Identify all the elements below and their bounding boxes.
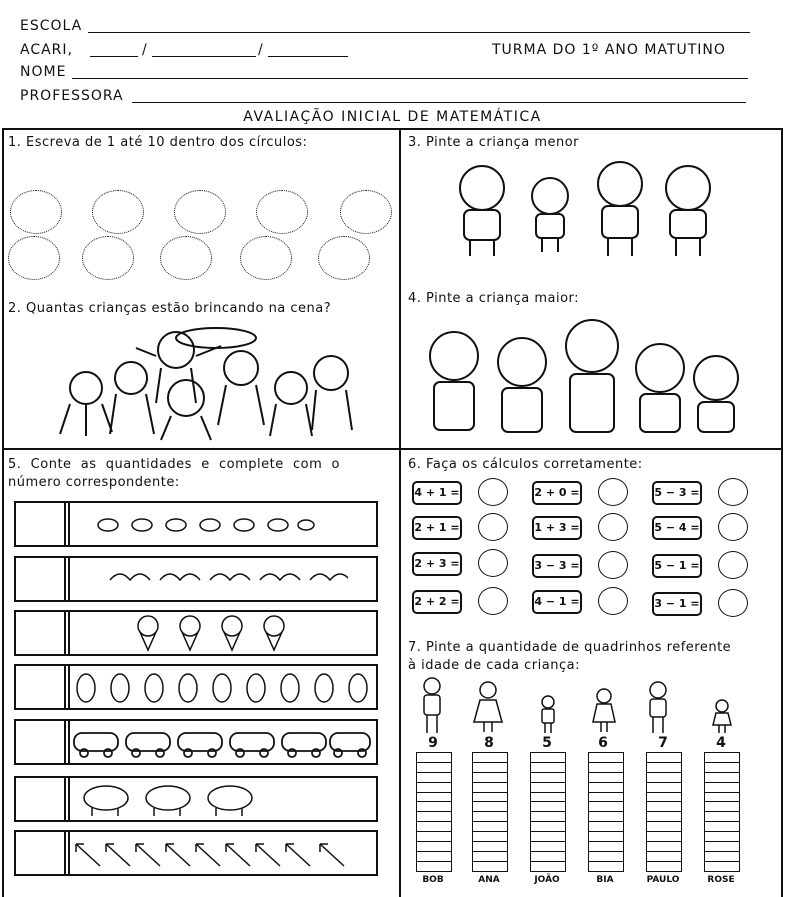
answer-circle[interactable] xyxy=(340,190,392,234)
date-separator: / xyxy=(142,42,148,58)
year-field[interactable] xyxy=(268,56,348,57)
car-icons xyxy=(72,727,372,759)
turtle-icons xyxy=(96,513,316,537)
day-field[interactable] xyxy=(90,56,138,57)
children-playing-illustration[interactable] xyxy=(36,318,366,446)
grid-top-border xyxy=(2,128,783,130)
count-answer-box[interactable] xyxy=(16,832,66,874)
question-7-text-line2: à idade de cada criança: xyxy=(408,658,580,673)
calc-expression: 3 − 3 = xyxy=(532,554,582,578)
grid-right-border xyxy=(781,128,783,897)
count-answer-box[interactable] xyxy=(16,503,66,545)
question-5-text-line2: número correspondente: xyxy=(8,475,180,490)
five-children-illustration[interactable] xyxy=(414,316,746,440)
four-children-illustration[interactable] xyxy=(440,158,730,258)
ice-cream-icons xyxy=(134,614,294,652)
professora-label: PROFESSORA xyxy=(20,88,124,104)
answer-circle[interactable] xyxy=(92,190,144,234)
count-row-chicks xyxy=(14,664,378,710)
turma-label: TURMA DO 1º ANO MATUTINO xyxy=(492,42,726,58)
calc-answer-circle[interactable] xyxy=(478,478,508,506)
age-label: 6 xyxy=(598,735,608,751)
age-label: 5 xyxy=(542,735,552,751)
calc-expression: 2 + 2 = xyxy=(412,590,462,614)
count-row-sheep xyxy=(14,776,378,822)
count-row-cars xyxy=(14,719,378,765)
calc-expression: 2 + 1 = xyxy=(412,516,462,540)
answer-circle[interactable] xyxy=(256,190,308,234)
answer-circle[interactable] xyxy=(240,236,292,280)
age-label: 7 xyxy=(658,735,668,751)
age-label: 8 xyxy=(484,735,494,751)
question-5-text-line1: 5. Conte as quantidades e complete com o xyxy=(8,457,340,472)
grid-vertical-divider xyxy=(399,128,401,897)
month-field[interactable] xyxy=(152,56,256,57)
calc-expression: 5 − 1 = xyxy=(652,554,702,578)
child-name: JOÃO xyxy=(534,875,560,885)
date-separator: / xyxy=(258,42,264,58)
question-6-text: 6. Faça os cálculos corretamente: xyxy=(408,457,643,472)
calc-answer-circle[interactable] xyxy=(478,587,508,615)
calc-expression: 2 + 3 = xyxy=(412,552,462,576)
calc-answer-circle[interactable] xyxy=(718,513,748,541)
professora-field[interactable] xyxy=(132,102,746,103)
child-name: BIA xyxy=(596,875,614,885)
calc-answer-circle[interactable] xyxy=(718,551,748,579)
sheep-icons xyxy=(82,782,272,818)
calc-answer-circle[interactable] xyxy=(478,513,508,541)
child-name: ROSE xyxy=(707,875,735,885)
bird-icons xyxy=(108,568,348,592)
count-answer-box[interactable] xyxy=(16,612,66,654)
question-4-text: 4. Pinte a criança maior: xyxy=(408,291,580,306)
calc-expression: 5 − 4 = xyxy=(652,516,702,540)
calc-expression: 2 + 0 = xyxy=(532,481,582,505)
question-3-text: 3. Pinte a criança menor xyxy=(408,135,580,150)
answer-circle[interactable] xyxy=(160,236,212,280)
age-grid-column[interactable] xyxy=(472,752,508,872)
count-row-ice-creams xyxy=(14,610,378,656)
age-grid-column[interactable] xyxy=(530,752,566,872)
age-label: 9 xyxy=(428,735,438,751)
acari-label: ACARI, xyxy=(20,42,73,58)
chick-icons xyxy=(74,670,370,706)
grid-left-border xyxy=(2,128,4,897)
question-7-text-line1: 7. Pinte a quantidade de quadrinhos referente xyxy=(408,640,732,655)
age-grid-column[interactable] xyxy=(588,752,624,872)
escola-label: ESCOLA xyxy=(20,18,83,34)
child-name: ANA xyxy=(478,875,500,885)
count-answer-box[interactable] xyxy=(16,666,66,708)
question-2-text: 2. Quantas crianças estão brincando na cena? xyxy=(8,301,332,316)
count-answer-box[interactable] xyxy=(16,721,66,763)
calc-expression: 1 + 3 = xyxy=(532,516,582,540)
answer-circle[interactable] xyxy=(10,190,62,234)
age-grid-column[interactable] xyxy=(704,752,740,872)
question-1-text: 1. Escreva de 1 até 10 dentro dos círculos: xyxy=(8,135,308,150)
answer-circle[interactable] xyxy=(82,236,134,280)
calc-expression: 5 − 3 = xyxy=(652,481,702,505)
calc-answer-circle[interactable] xyxy=(598,478,628,506)
count-row-arrows xyxy=(14,830,378,876)
calc-expression: 4 − 1 = xyxy=(532,590,582,614)
calc-expression: 3 − 1 = xyxy=(652,592,702,616)
calc-answer-circle[interactable] xyxy=(598,587,628,615)
calc-answer-circle[interactable] xyxy=(478,549,508,577)
calc-answer-circle[interactable] xyxy=(598,551,628,579)
answer-circle[interactable] xyxy=(8,236,60,280)
age-label: 4 xyxy=(716,735,726,751)
calc-answer-circle[interactable] xyxy=(718,589,748,617)
child-name: BOB xyxy=(422,875,444,885)
age-grid-column[interactable] xyxy=(646,752,682,872)
six-children-illustration xyxy=(412,676,752,736)
age-grid-column[interactable] xyxy=(416,752,452,872)
calc-answer-circle[interactable] xyxy=(718,478,748,506)
child-name: PAULO xyxy=(646,875,680,885)
answer-circle[interactable] xyxy=(174,190,226,234)
count-answer-box[interactable] xyxy=(16,778,66,820)
nome-label: NOME xyxy=(20,64,67,80)
grid-middle-border xyxy=(2,448,783,450)
count-row-birds xyxy=(14,556,378,602)
answer-circle[interactable] xyxy=(318,236,370,280)
count-row-turtles xyxy=(14,501,378,547)
nome-field[interactable] xyxy=(72,78,748,79)
calc-expression: 4 + 1 = xyxy=(412,481,462,505)
count-answer-box[interactable] xyxy=(16,558,66,600)
arrow-icons xyxy=(72,836,372,872)
calc-answer-circle[interactable] xyxy=(598,513,628,541)
escola-field[interactable] xyxy=(88,32,750,33)
page-title: AVALIAÇÃO INICIAL DE MATEMÁTICA xyxy=(243,109,542,125)
